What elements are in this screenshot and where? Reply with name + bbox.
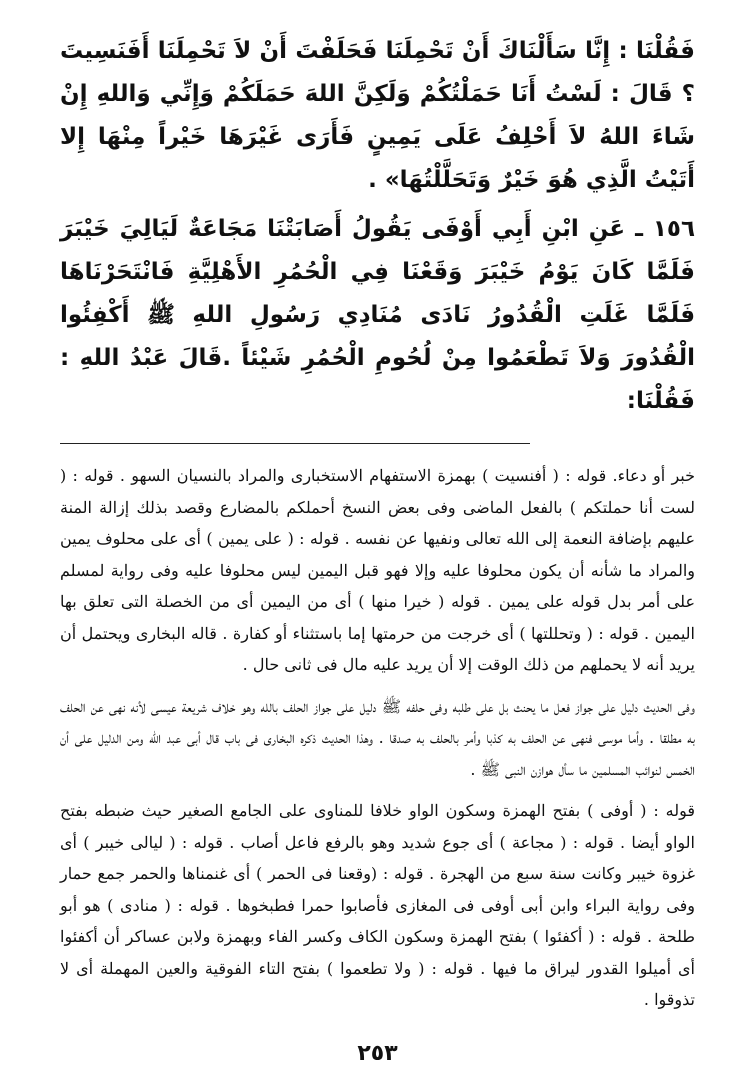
page-number: ٢٥٣	[357, 1041, 398, 1066]
commentary-paragraph: خبر أو دعاء. قوله : ( أفنسيت ) بهمزة الاستفهام الاستخبارى والمراد بالنسيان السهو . قوله : ( لست أنا حملتكم ) بالفعل الماضى وفى بعض النسخ أحملكم بالمضارع وقصد بذلك إزالة المنة عليهم بإضافة النعمة إلى الله تعالى ونفيها عن نفسه . قوله : ( على يمين ) أى على محلوف يمين والمراد ما شأنه أن يكون محلوفا عليه وإلا فهو قبل اليمين ليس محلوفا عليه وفى رواية لمسلم على أمر بدل قوله على يمين . قوله ( خيرا منها ) أى من اليمين أى من الخصلة التى تعلق بها اليمين . قوله : ( وتحللتها ) أى خرجت من حرمتها إما باستثناء أو كفارة . قاله البخارى ويحتمل أن يريد أنه لا يحملهم من ذلك الوقت إلا أن يريد عليه مال فى ثانى حال .	[60, 466, 696, 674]
commentary-section	[60, 460, 695, 1016]
hadith-paragraph: ١٥٦ ـ عَنِ ابْنِ أَبِي أَوْفَى يَقُولُ أَصَابَتْنَا مَجَاعَةٌ لَيَالِيَ خَيْبَرَ فَلَمَّا كَانَ يَوْمُ خَيْبَرَ وَقَعْنَا فِي الْحُمُرِ الأَهْلِيَّةِ فَانْتَحَرْنَاهَا فَلَمَّا غَلَتِ الْقُدُورُ نَادَى مُنَادِي رَسُولِ اللهِ ﷺ أَكْفِئُوا الْقُدُورَ وَلاَ تَطْعَمُوا مِنْ لُحُومِ الْحُمُرِ شَيْئاً .قَالَ عَبْدُ اللهِ : فَقُلْنَا:	[60, 216, 695, 414]
commentary-paragraph: قوله : ( أوفى ) بفتح الهمزة وسكون الواو خلافا للمناوى على الجامع الصغير حيث ضبطه بفتح الواو أيضا . قوله : ( مجاعة ) أى جوع شديد وهو بالرفع فاعل أصاب . قوله : ( ليالى خيبر ) أى غزوة خيبر وكانت سنة سبع من الهجرة . قوله : (وقعنا فى الحمر ) أى غنمناها والحمر جمع حمار وفى رواية البراء وابن أبى أوفى فى المغازى فأصابوا حمرا فطبخوها . قوله : ( منادى ) هو أبو طلحة . قوله : ( أكفئوا ) بفتح الهمزة وسكون الكاف وكسر الفاء وبهمزة ولابن عساكر أن أكفئوا أى أميلوا القدور ليراق ما فيها . قوله : ( ولا تطعموا ) بفتح التاء الفوقية والعين المهملة أى لا تذوقوا .	[60, 801, 696, 1009]
footnote-divider	[60, 443, 530, 444]
commentary-paragraph: وفى الحديث دليل على جواز فعل ما يحنث بل على طلبه وفى حلفه ﷺ دليل على جواز الحلف بالله وهو خلاف شريعة عيسى لأنه نهى عن الحلف به مطلقا . وأما موسى فنهى عن الحلف به كذبا وأمر بالحلف به صدقا . وهذا الحديث ذكره البخارى فى باب قال أبى عبد الله ومن الدليل على أن الخمس لنوائب المسلمين ما سأل هوازن النبى ﷺ .	[60, 696, 695, 779]
hadith-paragraph: فَقُلْنَا : إِنَّا سَأَلْنَاكَ أَنْ تَحْمِلَنَا فَحَلَفْتَ أَنْ لاَ تَحْمِلَنَا أَفَنَسِيتَ ؟ قَالَ : لَسْتُ أَنَا حَمَلْتُكُمْ وَلَكِنَّ اللهَ حَمَلَكُمْ وَإِنِّي وَاللهِ إِنْ شَاءَ اللهُ لاَ أَحْلِفُ عَلَى يَمِينٍ فَأَرَى غَيْرَهَا خَيْراً مِنْهَا إِلا أَتَيْتُ الَّذِي هُوَ خَيْرٌ وَتَحَلَّلْتُهَا» .	[60, 38, 695, 193]
hadith-text	[60, 30, 695, 423]
